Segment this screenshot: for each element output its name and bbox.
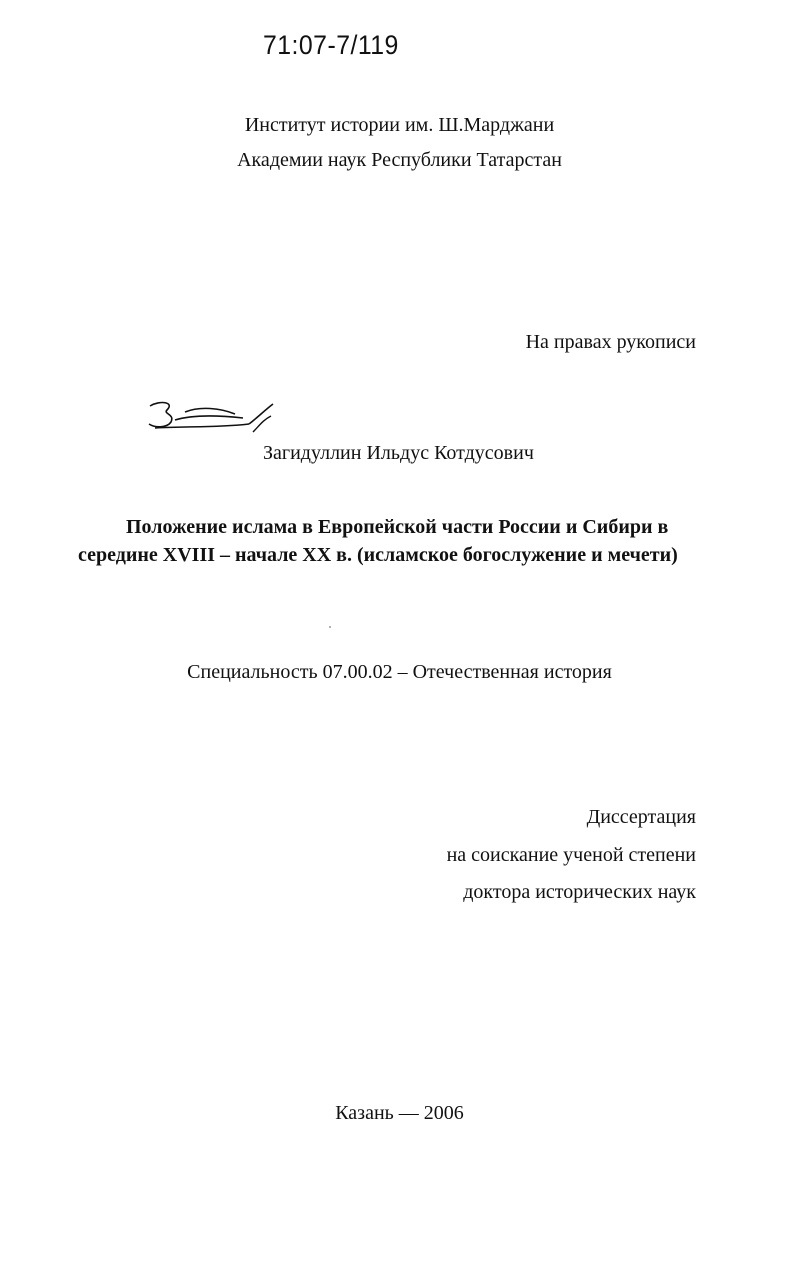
author-name: Загидуллин Ильдус Котдусович [263, 442, 534, 464]
place-year: Казань — 2006 [335, 1102, 464, 1124]
dissertation-label: Диссертация [586, 806, 696, 828]
scan-speck [329, 626, 331, 628]
dissertation-title-line1: Положение ислама в Европейской части России и Сибири в [126, 516, 669, 538]
specialty: Специальность 07.00.02 – Отечественная история [187, 661, 612, 683]
degree-purpose: на соискание ученой степени [446, 844, 696, 866]
handwritten-signature-icon [145, 398, 280, 440]
institute-academy: Академии наук Республики Татарстан [237, 149, 562, 171]
dissertation-title-line2: середине XVIII – начале XX в. (исламское богослужение и мечети) [78, 544, 678, 566]
catalog-number: 71:07-7/119 [263, 30, 399, 60]
institute-name: Институт истории им. Ш.Марджани [244, 114, 555, 136]
degree-name: доктора исторических наук [463, 881, 696, 903]
rights-note: На правах рукописи [525, 331, 696, 353]
